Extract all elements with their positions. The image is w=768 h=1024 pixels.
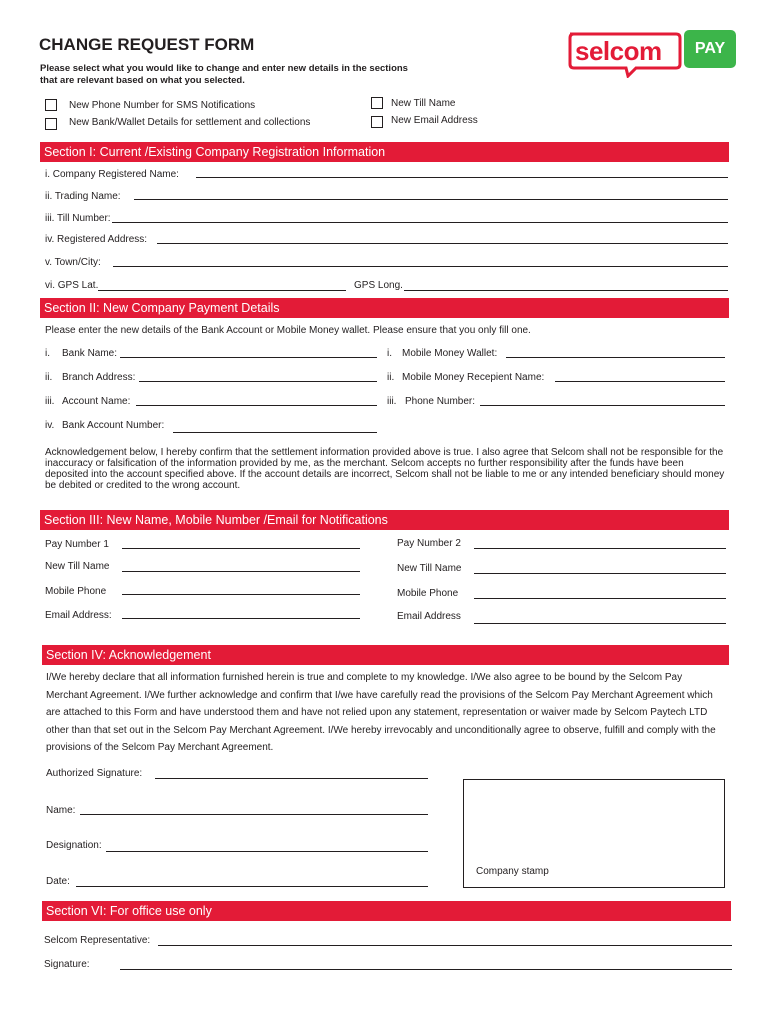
field-label: Selcom Representative: [44, 935, 151, 946]
logo-word: selcom [575, 36, 662, 66]
option-label: New Email Address [391, 115, 478, 126]
trading-name-field[interactable] [134, 199, 728, 200]
gps-lat-field[interactable] [98, 290, 346, 291]
phone-number-field[interactable] [480, 405, 725, 406]
mobile-money-recipient-name-field[interactable] [555, 381, 725, 382]
option-label: New Phone Number for SMS Notifications [69, 100, 256, 111]
pay-number-1-field[interactable] [122, 548, 360, 549]
settlement-acknowledgement-text: Acknowledgement below, I hereby confirm that the settlement information provided above is true. I also agree that Selcom shall not be responsible for the inaccuracy or falsification of the information provided by me, as the merchant. Selcom accepts no further responsibility after the funds have been deposited into the account specified above. If the account details are incorrect, Selcom shall not be liable to me or any intended beneficiary should money be debited or credited to the wrong account. [45, 447, 725, 491]
field-label: Mobile Money Recepient Name: [402, 372, 545, 383]
option-label: New Till Name [391, 98, 456, 109]
field-label: New Till Name [397, 563, 462, 574]
company-registered-name-field[interactable] [196, 177, 728, 178]
field-label: GPS Long. [354, 280, 403, 291]
field-label: Date: [46, 876, 70, 887]
section-2-note: Please enter the new details of the Bank Account or Mobile Money wallet. Please ensure that you only fill one. [45, 325, 531, 336]
field-number: i. [45, 348, 50, 359]
logo-badge: PAY [684, 30, 736, 68]
new-till-name-2-field[interactable] [474, 573, 726, 574]
email-address-2-field[interactable] [474, 623, 726, 624]
field-label: v. Town/City: [45, 257, 101, 268]
field-label: Mobile Phone [397, 588, 459, 599]
field-label: Pay Number 2 [397, 538, 461, 549]
field-number: iv. [45, 420, 55, 431]
mobile-money-wallet-field[interactable] [506, 357, 725, 358]
field-label: iv. Registered Address: [45, 234, 148, 245]
field-label: Branch Address: [62, 372, 136, 383]
checkbox-new-bank-wallet[interactable] [45, 118, 57, 130]
field-number: i. [387, 348, 392, 359]
new-till-name-1-field[interactable] [122, 571, 360, 572]
field-number: ii. [45, 372, 53, 383]
field-label: Signature: [44, 959, 90, 970]
field-label: Designation: [46, 840, 102, 851]
section-1-header: Section I: Current /Existing Company Registration Information [40, 142, 729, 162]
checkbox-new-till-name[interactable] [371, 97, 383, 109]
field-label: Phone Number: [405, 396, 476, 407]
pay-number-2-field[interactable] [474, 548, 726, 549]
selcom-representative-field[interactable] [158, 945, 732, 946]
checkbox-new-phone-number[interactable] [45, 99, 57, 111]
office-signature-field[interactable] [120, 969, 732, 970]
bank-name-field[interactable] [120, 357, 377, 358]
section-4-header: Section IV: Acknowledgement [42, 645, 729, 665]
field-label: iii. Till Number: [45, 213, 111, 224]
field-number: iii. [45, 396, 55, 407]
field-label: Bank Account Number: [62, 420, 165, 431]
date-field[interactable] [76, 886, 428, 887]
account-name-field[interactable] [136, 405, 377, 406]
field-label: vi. GPS Lat. [45, 280, 99, 291]
checkbox-new-email[interactable] [371, 116, 383, 128]
option-label: New Bank/Wallet Details for settlement and collections [69, 117, 311, 128]
instruction-text: Please select what you would like to change and enter new details in the sections that are relevant based on what you selected. [40, 63, 408, 86]
section-6-header: Section VI: For office use only [42, 901, 731, 921]
field-label: Email Address [397, 611, 461, 622]
field-label: Pay Number 1 [45, 539, 109, 550]
field-label: Authorized Signature: [46, 768, 143, 779]
registered-address-field[interactable] [157, 243, 728, 244]
section-2-header: Section II: New Company Payment Details [40, 298, 729, 318]
field-number: ii. [387, 372, 395, 383]
field-label: Bank Name: [62, 348, 118, 359]
name-field[interactable] [80, 814, 428, 815]
mobile-phone-1-field[interactable] [122, 594, 360, 595]
field-label: i. Company Registered Name: [45, 169, 179, 180]
designation-field[interactable] [106, 851, 428, 852]
mobile-phone-2-field[interactable] [474, 598, 726, 599]
branch-address-field[interactable] [139, 381, 377, 382]
authorized-signature-field[interactable] [155, 778, 428, 779]
company-stamp-label: Company stamp [476, 866, 549, 877]
field-label: Account Name: [62, 396, 131, 407]
field-number: iii. [387, 396, 397, 407]
email-address-1-field[interactable] [122, 618, 360, 619]
declaration-text: I/We hereby declare that all information furnished herein is true and complete to my knowledge. I/We also agree to be bound by the Selcom Pay Merchant Agreement. I/We further acknowledge and confirm that I/we have carefully read the provisions of the Selcom Pay Merchant Agreement which are attached to this Form and have understood them and have not relied upon any statement, representation or waiver made by Selcom Paytech LTD other than that set out in the Selcom Pay Merchant Agreement. I/We hereby irrevocably and unconditionally agree to observe, fulfill and comply with the provisions of the Selcom Pay Merchant Agreement. [46, 672, 716, 753]
page-title: CHANGE REQUEST FORM [39, 35, 255, 54]
bank-account-number-field[interactable] [173, 432, 377, 433]
field-label: ii. Trading Name: [45, 191, 121, 202]
section-3-header: Section III: New Name, Mobile Number /Email for Notifications [40, 510, 729, 530]
selcom-pay-logo [566, 30, 738, 78]
field-label: New Till Name [45, 561, 110, 572]
field-label: Name: [46, 805, 76, 816]
field-label: Mobile Money Wallet: [402, 348, 498, 359]
field-label: Email Address: [45, 610, 112, 621]
till-number-field[interactable] [112, 222, 728, 223]
field-label: Mobile Phone [45, 586, 107, 597]
gps-long-field[interactable] [404, 290, 728, 291]
town-city-field[interactable] [113, 266, 728, 267]
